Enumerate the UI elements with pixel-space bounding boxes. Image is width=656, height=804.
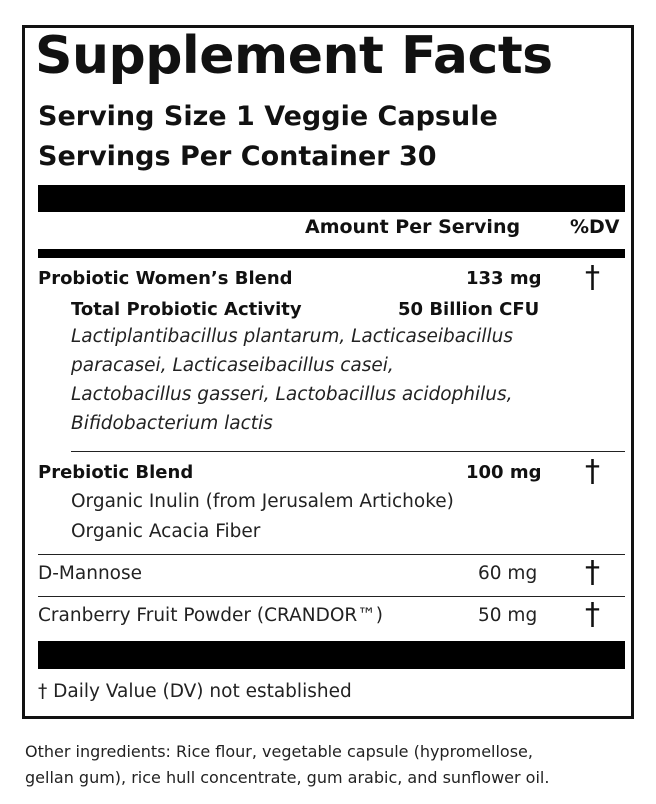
thick-divider-mid [38, 249, 625, 258]
prebiotic-blend-amount: 100 mg [466, 462, 542, 483]
thick-divider-top [38, 185, 625, 212]
other-ingredients-line: gellan gum), rice hull concentrate, gum arabic, and sunflower oil. [25, 768, 550, 787]
dagger-icon: † [585, 597, 600, 632]
panel-title: Supplement Facts [35, 26, 553, 86]
strain-line: Lactobacillus gasseri, Lactobacillus acidophilus, [71, 384, 513, 405]
row-divider [38, 554, 625, 555]
cranberry-name: Cranberry Fruit Powder (CRANDOR™) [38, 605, 383, 626]
serving-size: Serving Size 1 Veggie Capsule [38, 101, 498, 132]
probiotic-blend-name: Probiotic Women’s Blend [38, 268, 293, 289]
footnote: † Daily Value (DV) not established [38, 681, 352, 702]
prebiotic-item: Organic Inulin (from Jerusalem Artichoke) [71, 491, 454, 512]
other-ingredients-line: Other ingredients: Rice flour, vegetable capsule (hypromellose, [25, 742, 533, 761]
probiotic-blend-amount: 133 mg [466, 268, 542, 289]
total-probiotic-activity-label: Total Probiotic Activity [71, 299, 302, 320]
other-ingredients [25, 739, 645, 791]
dagger-icon: † [585, 454, 600, 489]
dagger-icon: † [585, 260, 600, 295]
d-mannose-name: D-Mannose [38, 563, 143, 584]
d-mannose-amount: 60 mg [478, 563, 538, 584]
supplement-facts-panel [22, 25, 634, 719]
amount-per-serving-header: Amount Per Serving [305, 216, 521, 238]
row-divider [71, 451, 625, 452]
dagger-icon: † [585, 555, 600, 590]
dv-header: %DV [570, 216, 620, 238]
strain-line: Lactiplantibacillus plantarum, Lacticaseibacillus [71, 326, 514, 347]
prebiotic-item: Organic Acacia Fiber [71, 521, 261, 542]
strain-line: paracasei, Lacticaseibacillus casei, [71, 355, 394, 376]
cranberry-amount: 50 mg [478, 605, 538, 626]
total-probiotic-activity-value: 50 Billion CFU [398, 299, 540, 320]
strain-line: Bifidobacterium lactis [71, 413, 273, 434]
thick-divider-bottom [38, 641, 625, 669]
prebiotic-blend-name: Prebiotic Blend [38, 462, 194, 483]
servings-per-container: Servings Per Container 30 [38, 141, 437, 172]
row-divider [38, 596, 625, 597]
